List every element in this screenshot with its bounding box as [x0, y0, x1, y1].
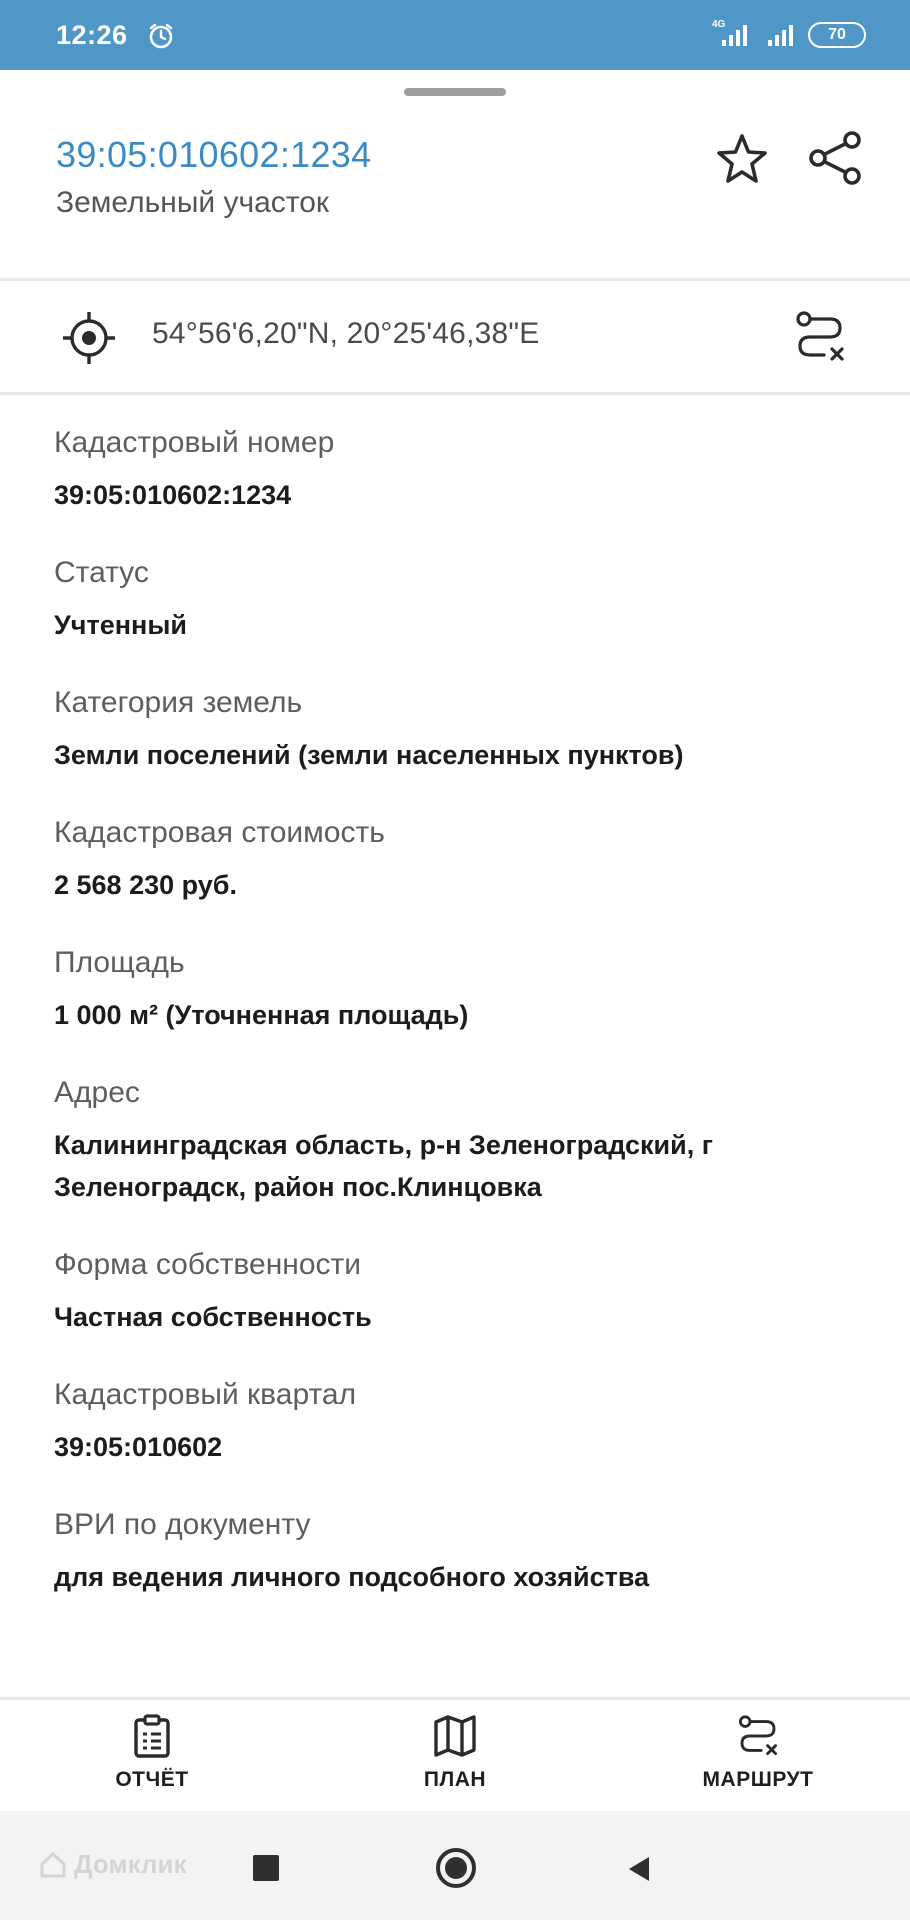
field-value: 39:05:010602 [54, 1432, 223, 1462]
plan-button[interactable] [395, 1712, 515, 1792]
back-icon[interactable] [625, 1855, 653, 1888]
field-permitted-use [54, 1498, 874, 1598]
field-value: 39:05:010602:1234 [54, 480, 292, 510]
system-nav-bar [0, 1811, 910, 1920]
field-cadastral-value [54, 806, 874, 906]
field-value: Частная собственность [54, 1302, 372, 1332]
watermark-logo-icon [38, 1850, 68, 1880]
watermark [38, 1849, 186, 1880]
star-icon [710, 128, 774, 192]
field-label: Форма собственности [54, 1248, 362, 1281]
page-subtitle: Земельный участок [56, 186, 330, 219]
nav-label: МАРШРУТ [702, 1768, 814, 1791]
field-label: Адрес [54, 1076, 140, 1109]
field-cadastral-number [54, 416, 874, 516]
sheet-drag-handle[interactable] [404, 88, 506, 96]
field-address [54, 1066, 874, 1208]
field-label: Кадастровый квартал [54, 1378, 357, 1411]
favorite-button[interactable] [710, 128, 774, 192]
nav-label: ОТЧЁТ [115, 1768, 189, 1791]
coordinates-text[interactable]: 54°56'6,20"N, 20°25'46,38"E [152, 317, 540, 350]
status-icons [712, 20, 866, 50]
parcel-header [0, 120, 910, 280]
report-button[interactable] [92, 1712, 212, 1792]
watermark-text: Домклик [74, 1849, 187, 1879]
route-button[interactable] [790, 307, 850, 367]
target-icon[interactable] [60, 309, 118, 372]
field-value: Земли поселений (земли населенных пунктов) [54, 740, 684, 770]
field-value: 1 000 м² (Уточненная площадь) [54, 1000, 469, 1030]
status-time: 12:26 [56, 20, 128, 50]
field-label: Кадастровый номер [54, 426, 335, 459]
alarm-icon [147, 22, 175, 55]
parcel-details [54, 416, 874, 1628]
field-label: Кадастровая стоимость [54, 816, 385, 849]
field-value: для ведения личного подсобного хозяйства [54, 1562, 650, 1592]
recent-apps-icon[interactable] [253, 1855, 279, 1881]
route-icon [790, 307, 850, 367]
report-clipboard-icon [128, 1712, 176, 1760]
field-value: 2 568 230 руб. [54, 870, 237, 900]
battery-icon [808, 22, 866, 48]
field-value: Калининградская область, р-н Зеленоградский, г Зеленоградск, район пос.Клинцовка [54, 1130, 713, 1202]
route-icon [734, 1712, 782, 1760]
share-button[interactable] [804, 126, 868, 190]
field-status [54, 546, 874, 646]
signal-icon [766, 20, 798, 50]
field-ownership-form [54, 1238, 874, 1338]
field-land-category [54, 676, 874, 776]
field-value: Учтенный [54, 610, 187, 640]
divider [0, 392, 910, 395]
field-label: ВРИ по документу [54, 1508, 311, 1541]
home-icon[interactable] [434, 1846, 478, 1890]
signal-4g-icon: 4G [712, 20, 756, 50]
field-cadastral-quarter [54, 1368, 874, 1468]
bottom-nav [0, 1697, 910, 1811]
battery-level: 70 [828, 26, 846, 43]
share-icon [804, 126, 868, 190]
field-label: Площадь [54, 946, 185, 979]
field-label: Категория земель [54, 686, 303, 719]
page-title: 39:05:010602:1234 [56, 134, 372, 175]
nav-label: ПЛАН [423, 1768, 487, 1791]
field-area [54, 936, 874, 1036]
route-nav-button[interactable] [676, 1712, 840, 1792]
field-label: Статус [54, 556, 149, 589]
map-icon [431, 1712, 479, 1760]
status-bar [0, 0, 910, 70]
coordinates-row [0, 281, 910, 393]
